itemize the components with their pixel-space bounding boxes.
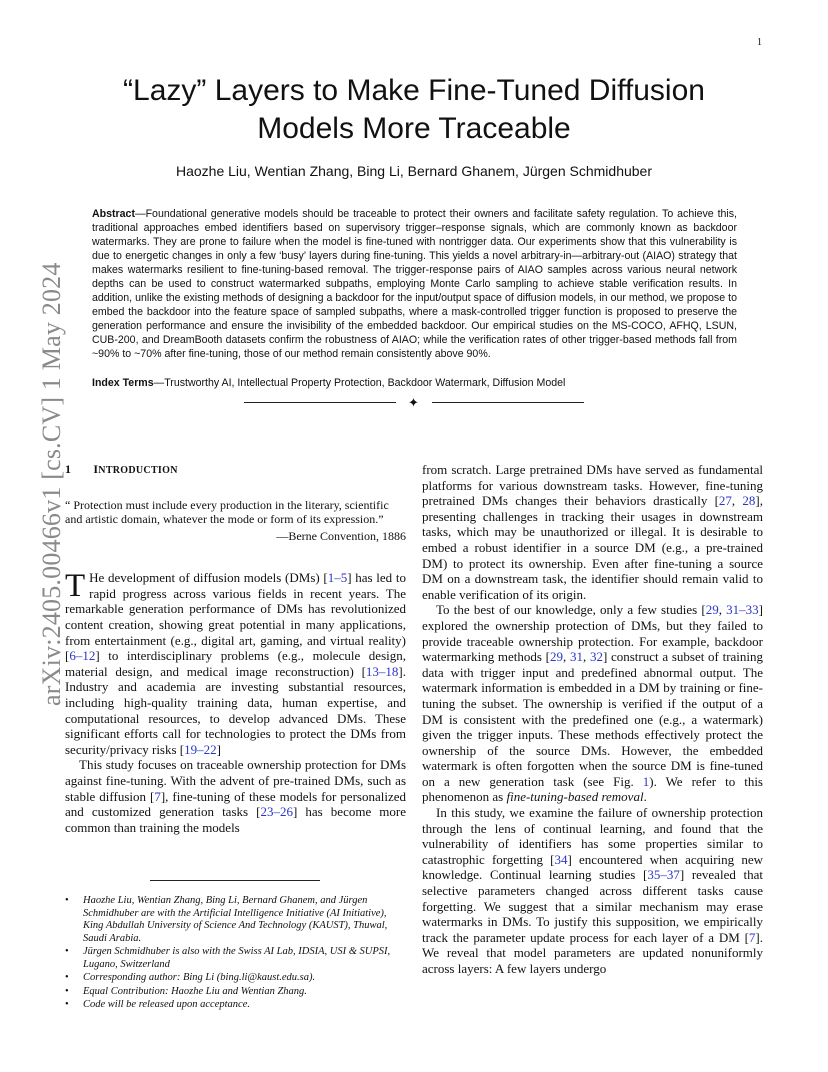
abstract-text: —Foundational generative models should be traceable to protect their owners and facilitate safety regulation. To achieve this, traditional approaches embed identifiers based on supervisory trigger–response signals, which are commonly known as backdoor watermarks. They are prone to failure when the model is fine-tuned with nontrigger data. Our experiments show that this vulnerability is due to energetic changes in only a few ‘busy’ layers during fine-tuning. This yields a novel arbitrary-in—arbitrary-out (AIAO) strategy that makes watermarks resilient to fine-tuning-based removal. The trigger-response pairs of AIAO samples across various neural network depths can be used to construct watermarked subpaths, employing Monte Carlo sampling to achieve stable verification results. In addition, unlike the existing methods of designing a backdoor for the input/output space of diffusion models, in our method, we propose to embed the backdoor into the feature space of sampled subpaths, where a mask-controlled trigger function is proposed to preserve the generation performance and ensure the invisibility of the embedded backdoor. Our empirical studies on the MS-COCO, AFHQ, LSUN, CUB-200, and DreamBooth datasets confirm the robustness of AIAO; while the verification rates of other trigger-based methods fall from ~90% to ~70% after fine-tuning, those of our method remain consistently above 90%. xyxy=(92,208,737,360)
citation-link[interactable]: 28 xyxy=(742,493,756,509)
right-paragraph xyxy=(422,805,763,977)
paper-title xyxy=(80,72,748,148)
section-title-initial: I xyxy=(93,462,99,476)
section-number: 1 xyxy=(65,462,72,476)
body-text: He development of diffusion models (DMs) [ xyxy=(89,570,328,586)
right-paragraph xyxy=(422,462,763,602)
body-text: , xyxy=(563,649,570,665)
body-text: ] revealed that selective parameters changed across different tasks cause forgetting. We suggest that a similar mechanism may erase watermarks in DMs. To justify this supposition, we empirically track the parameter update process for each layer of a DM [ xyxy=(422,867,764,945)
section-heading xyxy=(65,462,406,479)
footnote-item xyxy=(65,999,406,1012)
page-number: 1 xyxy=(757,37,762,48)
body-text: , xyxy=(731,493,743,509)
title-line-2: Models More Traceable xyxy=(257,112,571,145)
citation-link[interactable]: 35–37 xyxy=(647,867,680,883)
body-text: ] explored the ownership protection of DMs, but they failed to provide traceable ownership protection. For example, backdoor watermarking methods [ xyxy=(422,602,764,665)
footnote-list xyxy=(65,895,406,1013)
citation-link[interactable]: 1 xyxy=(642,773,650,789)
divider-line-left xyxy=(244,402,396,403)
abstract-label: Abstract xyxy=(92,208,135,220)
footnote-text: Haozhe Liu, Wentian Zhang, Bing Li, Bernard Ghanem, and Jürgen Schmidhuber are with the Artificial Intelligence Initiative (AI Initiative), King Abdullah University of Science And Technology (KAUST), Thuwal, Saudi Arabia. xyxy=(83,895,388,944)
body-text: ]. We reveal that model parameters are updated nonuniformly across layers: A few layers undergo xyxy=(422,929,763,976)
abstract xyxy=(92,207,737,361)
bullet-icon: • xyxy=(65,999,69,1010)
citation-link[interactable]: 29 xyxy=(705,602,719,618)
footnote-rule xyxy=(150,880,320,881)
body-text: , xyxy=(582,649,590,665)
epigraph-quote: “ Protection must include every production in the literary, scientific and artistic domain, whatever the mode or form of its expression.” xyxy=(65,497,389,526)
bullet-icon: • xyxy=(65,985,69,997)
body-text: ]. Industry and academia are investing substantial resources, including high-quality training data, human expertise, and computational resources, to develop advanced DMs. These significant efforts call for technologies to protect the DMs from security/privacy risks [ xyxy=(65,663,406,757)
body-text: To the best of our knowledge, only a few studies [ xyxy=(436,602,706,618)
footnote-text: Equal Contribution: Haozhe Liu and Wentian Zhang. xyxy=(83,985,307,997)
right-paragraph xyxy=(422,602,763,805)
bullet-icon: • xyxy=(65,895,69,906)
divider-line-right xyxy=(432,402,584,403)
section-title-rest: NTRODUCTION xyxy=(98,465,178,476)
body-text: , xyxy=(718,602,727,618)
author-list: Haozhe Liu, Wentian Zhang, Bing Li, Bernard Ghanem, Jürgen Schmidhuber xyxy=(175,163,653,179)
body-text: ] encountered when acquiring new knowledge. Continual learning studies [ xyxy=(422,851,763,883)
citation-link[interactable]: 23–26 xyxy=(260,804,293,820)
right-column xyxy=(422,462,763,977)
body-text: This study focuses on traceable ownership protection for DMs against fine-tuning. With the advent of pre-trained DMs, such as stable diffusion [ xyxy=(65,757,406,804)
citation-link[interactable]: 31 xyxy=(569,649,583,665)
right-body-text xyxy=(422,462,763,977)
body-text: ], presenting challenges in tracking their usages in downstream tasks, which may be unauthorized or illegal. It is desirable to embed a robust identifier in a source DM (e.g., a pre-trained DM) to protect its ownership. Even after fine-tuning a source DM on a downstream task, the identifier should remain valid to enable verification of its origin. xyxy=(422,493,763,602)
citation-link[interactable]: 34 xyxy=(554,851,568,867)
citation-link[interactable]: 32 xyxy=(589,649,603,665)
left-paragraph xyxy=(65,570,406,757)
index-terms-label: Index Terms xyxy=(92,377,154,389)
arxiv-side-identifier: arXiv:2405.00466v1 [cs.CV] 1 May 2024 xyxy=(37,262,66,706)
footnote-item xyxy=(65,986,406,999)
section-divider xyxy=(244,393,584,413)
citation-link[interactable]: 7 xyxy=(154,788,161,804)
index-terms-text: —Trustworthy AI, Intellectual Property Protection, Backdoor Watermark, Diffusion Model xyxy=(153,377,566,389)
title-line-1: “Lazy” Layers to Make Fine-Tuned Diffusion xyxy=(123,74,705,107)
body-text: . xyxy=(643,789,647,805)
left-body-text xyxy=(65,570,406,835)
index-terms xyxy=(92,376,737,390)
left-paragraph xyxy=(65,757,406,835)
body-text: ] construct a subset of training data with trigger input and predefined abnormal output. The watermark information is embedded in a DM by training or fine-tuning the subset. The ownership is verified if the output of a DM is consistent with the predefined one (e.g., a watermark) given the trigger inputs. These methods effectively protect the ownership of the source DMs. However, the embedded watermark is often forgotten when the source DM is fine-tuned on a new generation task (see Fig. xyxy=(422,649,764,789)
citation-link[interactable]: 29 xyxy=(550,649,563,665)
footnote-text: Jürgen Schmidhuber is also with the Swiss AI Lab, IDSIA, USI & SUPSI, Lugano, Switzerland xyxy=(83,946,391,970)
body-text: ] xyxy=(216,741,221,757)
citation-link[interactable]: 7 xyxy=(748,929,756,945)
citation-link[interactable]: 6–12 xyxy=(69,648,96,664)
epigraph-attribution: —Berne Convention, 1886 xyxy=(276,528,406,543)
footnote-item xyxy=(65,946,406,971)
body-text: ] to interdisciplinary problems (e.g., molecule design, material design, and medical image reconstruction) [ xyxy=(65,648,406,679)
body-text: ). We refer to this phenomenon as xyxy=(422,773,763,805)
divider-diamond-icon: ✦ xyxy=(408,395,419,410)
citation-link[interactable]: 31–33 xyxy=(726,602,759,618)
body-text: In this study, we examine the failure of ownership protection through the lens of continual learning, and found that the vulnerability of identifiers has some properties similar to catastrophic forgetting [ xyxy=(422,805,763,867)
citation-link[interactable]: 27 xyxy=(718,493,732,509)
footnote-text: Corresponding author: Bing Li (bing.li@kaust.edu.sa). xyxy=(83,972,316,983)
bullet-icon: • xyxy=(65,972,69,983)
footnote-text: Code will be released upon acceptance. xyxy=(83,999,250,1010)
bullet-icon: • xyxy=(65,946,69,957)
citation-link[interactable]: 1–5 xyxy=(327,570,348,586)
drop-cap: T xyxy=(65,568,86,605)
body-text: from scratch. Large pretrained DMs have served as fundamental platforms for various downstream tasks. However, fine-tuning pretrained DMs changes their behaviors drastically [ xyxy=(422,462,763,509)
citation-link[interactable]: 19–22 xyxy=(184,741,217,757)
body-text: ] has become more common than training the models xyxy=(65,804,407,835)
citation-link[interactable]: 13–18 xyxy=(365,663,399,679)
body-text: ] has led to rapid progress across various fields in recent years. The remarkable generation performance of DMs has revolutionized content creation, showing great potential in many applications, from entertainment (e.g., digital art, gaming, and virtual reality) [ xyxy=(65,570,406,664)
left-column xyxy=(65,462,406,835)
footnote-item xyxy=(65,895,406,945)
emphasized-term: fine-tuning-based removal xyxy=(506,789,644,805)
footnote-item xyxy=(65,972,406,985)
body-text: ], fine-tuning of these models for personalized and customized generation tasks [ xyxy=(65,788,406,820)
